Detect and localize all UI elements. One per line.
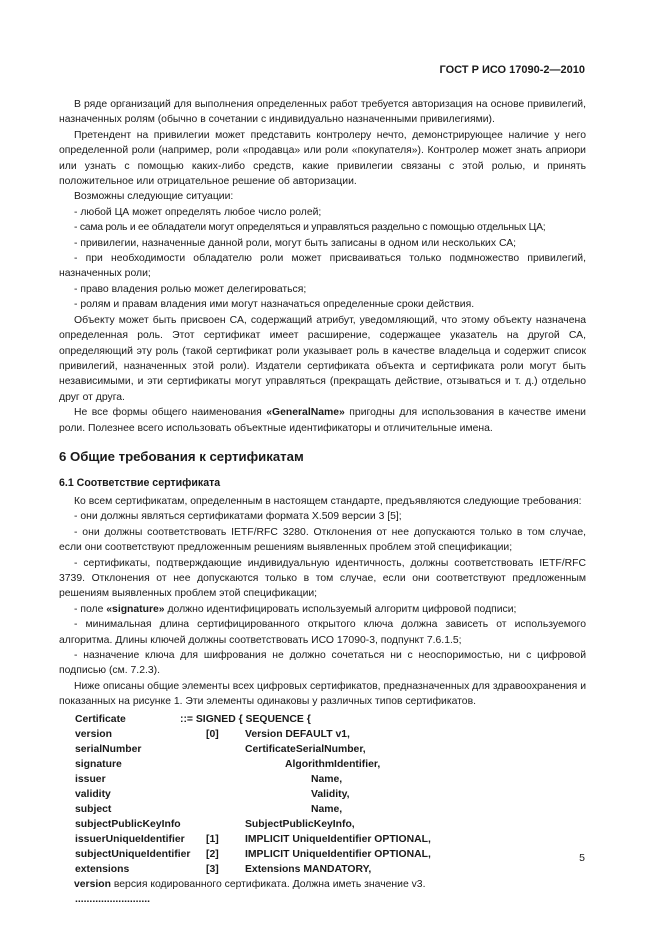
paragraph: Объекту может быть присвоен СА, содержащий атрибут, уведомляющий, что этому объекту назначена определенная роль. Этот сертификат имеет расширение, содержащее указатель на другой СА, определяющий эту роль (такой сертификат роли указывает роль в качестве владельца и содержит список привилегий, назначенных этой роли). Издатели сертификата объекта и сертификата роли могут быть независимыми, и эти сертификаты могут управляться (прекращать действие, отзываться и т. д.) отдельно друг от друга. (59, 314, 586, 403)
asn1-tag: [2] (206, 848, 219, 860)
asn1-type: Validity, (311, 788, 350, 800)
signature-term: «signature» (106, 603, 165, 615)
asn1-row (75, 802, 586, 817)
text-run: должно идентифицировать используемый алгоритм цифровой подписи; (164, 603, 517, 615)
asn1-row (75, 757, 586, 772)
paragraph (59, 405, 586, 436)
asn1-tag: ::= SIGNED { SEQUENCE { (180, 713, 311, 725)
document-header: ГОСТ Р ИСО 17090-2—2010 (439, 64, 585, 76)
list-item: - назначение ключа для шифрования не должно сочетаться ни с неоспоримостью, ни с цифровой подписью (см. 7.2.3). (59, 650, 586, 677)
list-item: - право владения ролью может делегироваться; (74, 283, 307, 295)
asn1-type: IMPLICIT UniqueIdentifier OPTIONAL, (245, 833, 431, 845)
asn1-field: subject (75, 803, 112, 815)
version-note (59, 877, 586, 892)
asn1-row (75, 712, 586, 727)
asn1-type: Version DEFAULT v1, (245, 728, 350, 740)
asn1-field: issuer (75, 773, 106, 785)
text-run: версия кодированного сертификата. Должна иметь значение v3. (110, 878, 426, 890)
list-item: - они должны являться сертификатами формата X.509 версии 3 [5]; (74, 511, 402, 523)
asn1-row (75, 742, 586, 757)
asn1-definition (59, 712, 586, 877)
asn1-field: validity (75, 788, 111, 800)
asn1-field: subjectUniqueIdentifier (75, 848, 191, 860)
general-name-term: «GeneralName» (266, 407, 345, 419)
asn1-field: serialNumber (75, 743, 142, 755)
asn1-row (75, 832, 586, 847)
asn1-field: issuerUniqueIdentifier (75, 833, 185, 845)
paragraph: Возможны следующие ситуации: (74, 191, 234, 203)
ellipsis: .......................... (75, 894, 151, 906)
text-run: пригодны для использования в качестве имени роли. Полезнее всего использовать объектные идентификаторы и отличительные имена. (59, 407, 586, 434)
text-run: - поле (74, 603, 107, 615)
paragraph: Претендент на привилегии может представить контролеру нечто, демонстрирующее наличие у него определенной роли (например, роли «продавца» или роли «покупателя»). Контролер может знать априори или узнать с помощью каких-либо средств, какие привилегии связаны с этой ролью, и принять положительное или отрицательное решение об авторизации. (59, 129, 586, 188)
list-item: - сертификаты, подтверждающие индивидуальную идентичность, должны соответствовать IETF/RFC 3739. Отклонения от нее допускаются только в том случае, если они соответствуют предложенным решениям выявленных проблем этой спецификации; (59, 557, 586, 600)
asn1-row (75, 772, 586, 787)
asn1-tag: [3] (206, 863, 219, 875)
list-item: - минимальная длина сертифицированного открытого ключа должна зависеть от используемого алгоритма. Длины ключей должны соответствовать ИСО 17090-3, подпункт 7.6.1.5; (59, 619, 586, 646)
asn1-type: IMPLICIT UniqueIdentifier OPTIONAL, (245, 848, 431, 860)
paragraph: В ряде организаций для выполнения определенных работ требуется авторизация на основе привилегий, назначенных ролям (обычно в сочетании с индивидуально назначенными привилегиями). (59, 99, 586, 126)
text-run: Не все формы общего наименования (74, 407, 267, 419)
asn1-row (75, 862, 586, 877)
asn1-type: Extensions MANDATORY, (245, 863, 372, 875)
asn1-row (75, 727, 586, 742)
asn1-field: version (75, 728, 112, 740)
asn1-type: SubjectPublicKeyInfo, (245, 818, 355, 830)
asn1-row (75, 787, 586, 802)
asn1-type: Name, (311, 803, 343, 815)
asn1-type: AlgorithmIdentifier, (285, 758, 381, 770)
asn1-row (75, 817, 586, 832)
asn1-field: extensions (75, 863, 130, 875)
asn1-field: signature (75, 758, 122, 770)
version-term: version (74, 878, 111, 890)
list-item: - при необходимости обладателю роли может присваиваться только подмножество привилегий, назначенных роли; (59, 253, 586, 280)
paragraph: Ниже описаны общие элементы всех цифровых сертификатов, предназначенных для здравоохранения и показанных на рисунке 1. Эти элементы одинаковы у различных типов сертификатов. (59, 680, 586, 708)
asn1-field: subjectPublicKeyInfo (75, 818, 181, 830)
asn1-type: CertificateSerialNumber, (245, 743, 366, 755)
asn1-tag: [0] (206, 728, 219, 740)
list-item: - сама роль и ее обладатели могут определяться и управляться раздельно с помощью отдельных ЦА; (74, 222, 546, 234)
paragraph: Ко всем сертификатам, определенным в настоящем стандарте, предъявляются следующие требования: (74, 495, 582, 507)
asn1-type: Name, (311, 773, 343, 785)
list-item (59, 602, 586, 617)
list-item: - привилегии, назначенные данной роли, могут быть записаны в одном или нескольких СА; (74, 237, 517, 249)
subsection-heading: 6.1 Соответствие сертификата (59, 476, 221, 489)
asn1-field: Certificate (75, 713, 126, 725)
list-item: - ролям и правам владения ими могут назначаться определенные сроки действия. (74, 299, 475, 311)
asn1-row (75, 847, 586, 862)
asn1-tag: [1] (206, 833, 219, 845)
section-heading: 6 Общие требования к сертификатам (59, 448, 304, 464)
page-content (59, 97, 586, 907)
list-item: - они должны соответствовать IETF/RFC 3280. Отклонения от нее допускаются только в том случае, если они соответствуют предложенным решениям выявленных проблем этой спецификации; (59, 526, 586, 554)
list-item: - любой ЦА может определять любое число ролей; (74, 206, 322, 218)
page-number: 5 (579, 852, 585, 864)
